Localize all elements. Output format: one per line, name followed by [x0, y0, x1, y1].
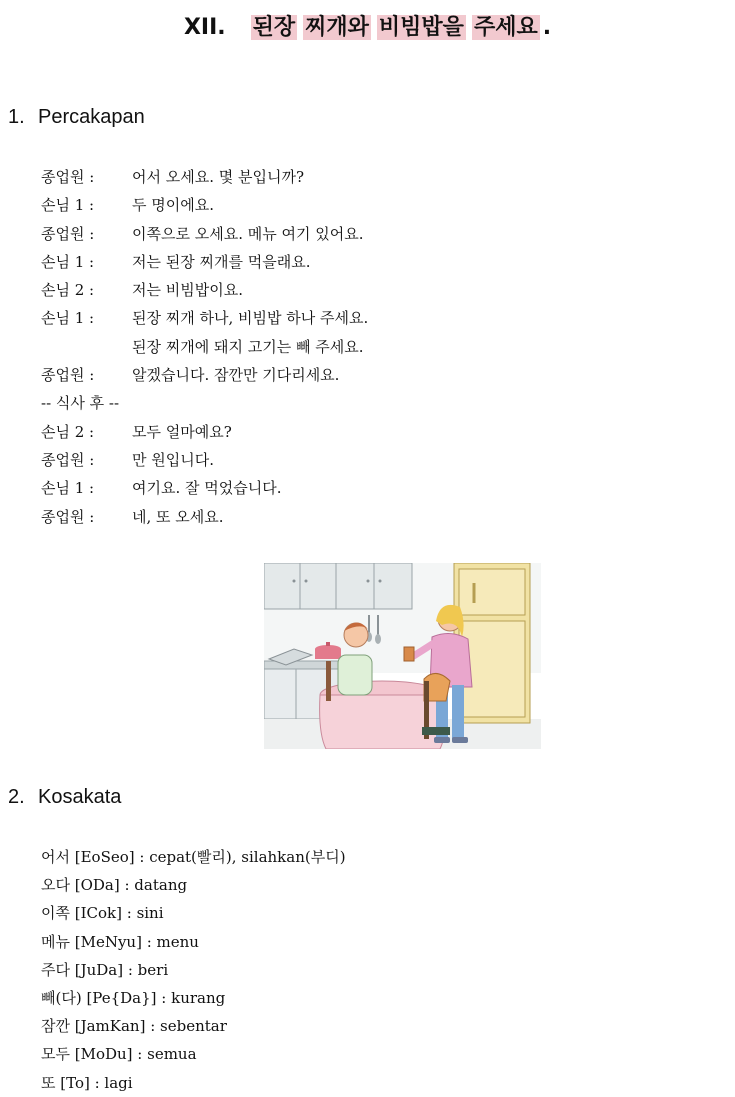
- dialog-line: [41, 220, 368, 248]
- restaurant-illustration: [264, 563, 541, 749]
- title-word: 비빔밥을: [378, 15, 464, 40]
- vocab-item: 또 [To] : lagi: [41, 1073, 133, 1092]
- chapter-number: XII.: [183, 15, 226, 40]
- dialog-text: 네, 또 오세요.: [132, 507, 224, 526]
- speaker-label: 손님 1 :: [41, 479, 95, 498]
- speaker-label: 손님 1 :: [41, 196, 95, 215]
- title-word: 된장: [252, 15, 296, 40]
- dialog-text: 저는 된장 찌개를 먹을래요.: [132, 252, 311, 271]
- section-heading-kosakata: [8, 786, 121, 809]
- dialog-line: [41, 474, 368, 502]
- dialog-line: [41, 248, 368, 276]
- title-period: .: [542, 15, 552, 40]
- dialog-text: 알겠습니다. 잠깐만 기다리세요.: [132, 366, 340, 385]
- dialog-text: 모두 얼마예요?: [132, 422, 232, 441]
- section-number: 2.: [8, 786, 25, 808]
- speaker-label: 손님 1 :: [41, 309, 95, 328]
- dialog-line: [41, 503, 368, 531]
- title-word: 주세요: [473, 15, 538, 40]
- dialog-text: 어서 오세요. 몇 분입니까?: [132, 168, 305, 186]
- dialog-line: [41, 333, 368, 361]
- speaker-label: 종업원 :: [41, 507, 95, 526]
- dialog-text: 두 명이에요.: [132, 196, 214, 215]
- vocab-item: 주다 [JuDa] : beri: [41, 960, 169, 979]
- dialog-line: [41, 418, 368, 446]
- vocab-item: 이쪽 [ICok] : sini: [41, 904, 164, 923]
- dialog-line: [41, 446, 368, 474]
- dialog-text: 만 원입니다.: [132, 450, 214, 469]
- page-title: [0, 12, 735, 44]
- dialog-text: 이쪽으로 오세요. 메뉴 여기 있어요.: [132, 224, 364, 243]
- vocab-item: 메뉴 [MeNyu] : menu: [41, 932, 199, 951]
- dialog-line: [41, 191, 368, 219]
- dialog-text: 저는 비빔밥이요.: [132, 281, 243, 300]
- dialog-text: 된장 찌개에 돼지 고기는 빼 주세요.: [132, 337, 364, 356]
- section-number: 1.: [8, 106, 25, 128]
- section-heading-percakapan: [8, 106, 145, 129]
- vocab-item: 모두 [MoDu] : semua: [41, 1045, 197, 1064]
- speaker-label: 종업원 :: [41, 450, 95, 469]
- speaker-label: 손님 2 :: [41, 281, 95, 300]
- dialog-line: [41, 163, 368, 191]
- speaker-label: 손님 2 :: [41, 422, 95, 441]
- dialog-block: [41, 163, 368, 531]
- section-label: Percakapan: [38, 106, 145, 128]
- vocab-item: 잠깐 [JamKan] : sebentar: [41, 1017, 227, 1036]
- dialog-text: 여기요. 잘 먹었습니다.: [132, 479, 282, 498]
- separator-text: -- 식사 후 --: [41, 394, 120, 413]
- speaker-label: 종업원 :: [41, 168, 95, 186]
- speaker-label: 손님 1 :: [41, 252, 95, 271]
- speaker-label: 종업원 :: [41, 366, 95, 385]
- vocab-item: 어서 [EoSeo] : cepat(빨리), silahkan(부디): [41, 848, 346, 866]
- dialog-separator: [41, 389, 368, 417]
- speaker-label: 종업원 :: [41, 224, 95, 243]
- dialog-line: [41, 361, 368, 389]
- dialog-text: 된장 찌개 하나, 비빔밥 하나 주세요.: [132, 309, 369, 328]
- vocab-item: 오다 [ODa] : datang: [41, 876, 188, 895]
- vocab-item: 빼(다) [Pe{Da}] : kurang: [41, 988, 226, 1007]
- dialog-line: [41, 304, 368, 332]
- title-word: 찌개와: [305, 15, 369, 40]
- section-label: Kosakata: [38, 786, 122, 808]
- vocab-list: [41, 843, 346, 1097]
- dialog-line: [41, 276, 368, 304]
